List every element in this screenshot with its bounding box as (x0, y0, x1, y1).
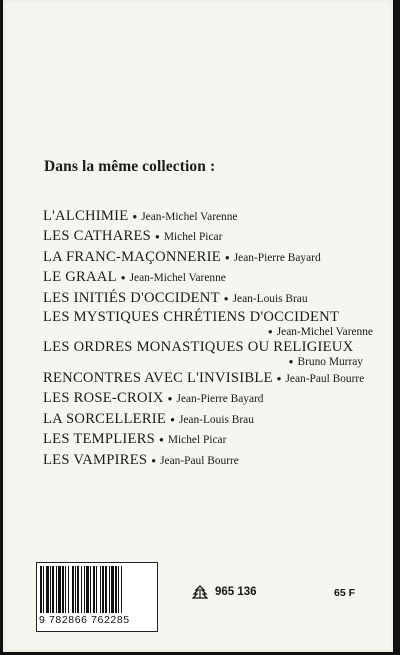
book-title: LE GRAAL (43, 269, 117, 286)
list-item (43, 227, 383, 247)
book-author: ● Jean-Paul Bourre (273, 373, 365, 385)
book-title: LA FRANC-MAÇONNERIE (43, 248, 221, 265)
book-title: LES VAMPIRES (43, 451, 148, 468)
list-item (43, 248, 383, 268)
barcode-digits: 9 782866 762285 (39, 614, 130, 626)
book-title: RENCONTRES AVEC L'INVISIBLE (43, 370, 273, 387)
book-author: ● Jean-Paul Bourre (147, 455, 239, 467)
book-title: LES ROSE-CROIX (43, 390, 164, 407)
book-author: ● Bruno Murray (43, 356, 383, 369)
book-author: ● Jean-Pierre Bayard (164, 393, 264, 405)
barcode-bars (40, 566, 152, 613)
book-title: LA SORCELLERIE (43, 410, 167, 427)
list-item (43, 451, 383, 471)
catalog-code (192, 585, 257, 599)
collection-list (43, 207, 383, 471)
price-label: 65 F (334, 587, 356, 599)
list-item (43, 207, 383, 227)
book-author: ● Jean-Pierre Bayard (221, 252, 321, 264)
book-author: ● Jean-Michel Varenne (128, 211, 237, 223)
isbn-barcode (36, 562, 158, 632)
book-author: ● Jean-Michel Varenne (43, 326, 383, 339)
book-author: ● Michel Picar (151, 231, 222, 243)
book-title: LES CATHARES (43, 228, 152, 245)
list-item (43, 430, 383, 450)
list-item (43, 410, 383, 430)
list-item (43, 268, 383, 288)
list-item (43, 289, 383, 309)
book-title: LES MYSTIQUES CHRÉTIENS D'OCCIDENT (43, 309, 340, 326)
list-item (43, 389, 383, 409)
book-author: ● Jean-Louis Brau (166, 414, 254, 426)
book-title: LES TEMPLIERS (43, 431, 156, 448)
back-cover (3, 0, 393, 652)
collection-heading: Dans la même collection : (44, 158, 216, 175)
book-title: LES INITIÉS D'OCCIDENT (43, 289, 220, 306)
book-author: ● Michel Picar (155, 434, 226, 446)
book-title: LES ORDRES MONASTIQUES OU RELIGIEUX (43, 339, 354, 356)
list-item (43, 309, 383, 339)
book-author: ● Jean-Louis Brau (220, 293, 308, 305)
book-title: L'ALCHIMIE (43, 208, 129, 224)
publisher-logo-icon (192, 585, 208, 599)
book-author: ● Jean-Michel Varenne (117, 272, 226, 284)
catalog-number: 965 136 (215, 586, 257, 598)
list-item (43, 339, 383, 369)
list-item (43, 369, 383, 389)
